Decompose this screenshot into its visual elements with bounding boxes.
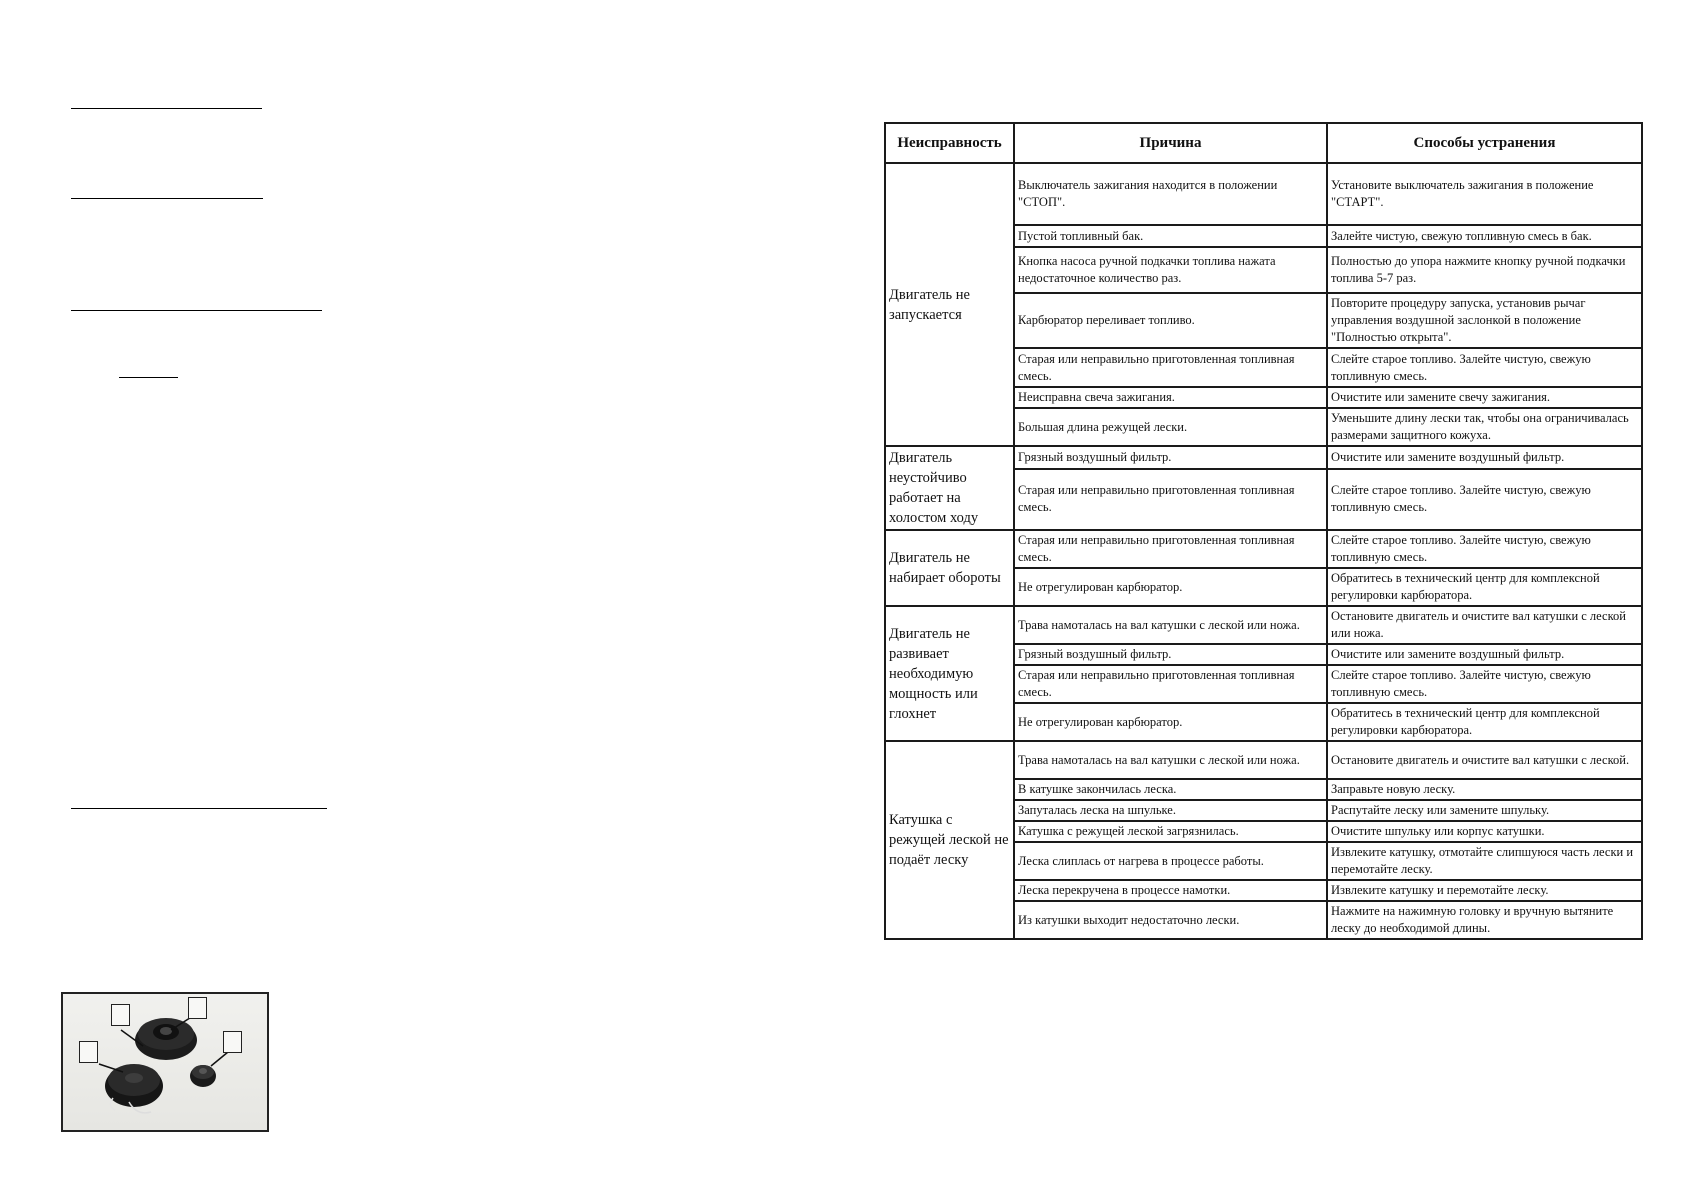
- remedy-cell: Остановите двигатель и очистите вал катушки с леской или ножа.: [1327, 606, 1642, 644]
- part-label-box-3: [79, 1041, 98, 1063]
- remedy-cell: Уменьшите длину лески так, чтобы она ограничивалась размерами защитного кожуха.: [1327, 408, 1642, 446]
- cause-cell: Грязный воздушный фильтр.: [1014, 446, 1327, 469]
- table-row: [885, 530, 1642, 568]
- header-cause: Причина: [1014, 123, 1327, 163]
- cause-cell: Трава намоталась на вал катушки с леской или ножа.: [1014, 741, 1327, 779]
- remedy-cell: Очистите или замените свечу зажигания.: [1327, 387, 1642, 408]
- cause-cell: Не отрегулирован карбюратор.: [1014, 703, 1327, 741]
- table-row: [885, 741, 1642, 779]
- heading-underline-4: [71, 808, 327, 809]
- troubleshooting-table: [884, 122, 1643, 940]
- header-fault: Неисправность: [885, 123, 1014, 163]
- cause-cell: Грязный воздушный фильтр.: [1014, 644, 1327, 665]
- heading-underline-3: [71, 310, 322, 311]
- spool-parts-photo: [61, 992, 269, 1132]
- remedy-cell: Распутайте леску или замените шпульку.: [1327, 800, 1642, 821]
- remedy-cell: Обратитесь в технический центр для комплексной регулировки карбюратора.: [1327, 703, 1642, 741]
- subheading-underline: [119, 377, 178, 378]
- cause-cell: Леска слиплась от нагрева в процессе работы.: [1014, 842, 1327, 880]
- cause-cell: Трава намоталась на вал катушки с леской или ножа.: [1014, 606, 1327, 644]
- cause-cell: Леска перекручена в процессе намотки.: [1014, 880, 1327, 901]
- cause-cell: Из катушки выходит недостаточно лески.: [1014, 901, 1327, 939]
- fault-cell: Двигатель не запускается: [885, 163, 1014, 446]
- heading-underline-2: [71, 198, 263, 199]
- fault-cell: Двигатель не развивает необходимую мощность или глохнет: [885, 606, 1014, 741]
- cause-cell: Пустой топливный бак.: [1014, 225, 1327, 247]
- remedy-cell: Залейте чистую, свежую топливную смесь в бак.: [1327, 225, 1642, 247]
- table-header-row: [885, 123, 1642, 163]
- remedy-cell: Заправьте новую леску.: [1327, 779, 1642, 800]
- cause-cell: Старая или неправильно приготовленная топливная смесь.: [1014, 348, 1327, 387]
- remedy-cell: Слейте старое топливо. Залейте чистую, свежую топливную смесь.: [1327, 530, 1642, 568]
- fault-cell: Катушка с режущей леской не подаёт леску: [885, 741, 1014, 939]
- remedy-cell: Установите выключатель зажигания в положение "СТАРТ".: [1327, 163, 1642, 225]
- cause-cell: Запуталась леска на шпульке.: [1014, 800, 1327, 821]
- cause-cell: Катушка с режущей леской загрязнилась.: [1014, 821, 1327, 842]
- table-row: [885, 163, 1642, 225]
- cause-cell: В катушке закончилась леска.: [1014, 779, 1327, 800]
- table-row: [885, 606, 1642, 644]
- part-label-box-2: [188, 997, 207, 1019]
- remedy-cell: Очистите или замените воздушный фильтр.: [1327, 644, 1642, 665]
- remedy-cell: Извлеките катушку, отмотайте слипшуюся часть лески и перемотайте леску.: [1327, 842, 1642, 880]
- remedy-cell: Полностью до упора нажмите кнопку ручной подкачки топлива 5-7 раз.: [1327, 247, 1642, 293]
- cause-cell: Неисправна свеча зажигания.: [1014, 387, 1327, 408]
- part-label-box-1: [111, 1004, 130, 1026]
- remedy-cell: Остановите двигатель и очистите вал катушки с леской.: [1327, 741, 1642, 779]
- cause-cell: Не отрегулирован карбюратор.: [1014, 568, 1327, 606]
- cause-cell: Большая длина режущей лески.: [1014, 408, 1327, 446]
- fault-cell: Двигатель не набирает обороты: [885, 530, 1014, 606]
- cause-cell: Старая или неправильно приготовленная топливная смесь.: [1014, 665, 1327, 703]
- fault-cell: Двигатель неустойчиво работает на холостом ходу: [885, 446, 1014, 530]
- header-remedy: Способы устранения: [1327, 123, 1642, 163]
- cause-cell: Выключатель зажигания находится в положении "СТОП".: [1014, 163, 1327, 225]
- part-label-box-4: [223, 1031, 242, 1053]
- remedy-cell: Извлеките катушку и перемотайте леску.: [1327, 880, 1642, 901]
- cause-cell: Кнопка насоса ручной подкачки топлива нажата недостаточное количество раз.: [1014, 247, 1327, 293]
- remedy-cell: Слейте старое топливо. Залейте чистую, свежую топливную смесь.: [1327, 665, 1642, 703]
- remedy-cell: Слейте старое топливо. Залейте чистую, свежую топливную смесь.: [1327, 348, 1642, 387]
- remedy-cell: Нажмите на нажимную головку и вручную вытяните леску до необходимой длины.: [1327, 901, 1642, 939]
- remedy-cell: Повторите процедуру запуска, установив рычаг управления воздушной заслонкой в положение "Полностью открыта".: [1327, 293, 1642, 348]
- remedy-cell: Очистите или замените воздушный фильтр.: [1327, 446, 1642, 469]
- remedy-cell: Обратитесь в технический центр для комплексной регулировки карбюратора.: [1327, 568, 1642, 606]
- table-row: [885, 446, 1642, 469]
- remedy-cell: Слейте старое топливо. Залейте чистую, свежую топливную смесь.: [1327, 469, 1642, 530]
- remedy-cell: Очистите шпульку или корпус катушки.: [1327, 821, 1642, 842]
- cause-cell: Старая или неправильно приготовленная топливная смесь.: [1014, 530, 1327, 568]
- cause-cell: Карбюратор переливает топливо.: [1014, 293, 1327, 348]
- cause-cell: Старая или неправильно приготовленная топливная смесь.: [1014, 469, 1327, 530]
- table-body: [885, 163, 1642, 939]
- heading-underline-1: [71, 108, 262, 109]
